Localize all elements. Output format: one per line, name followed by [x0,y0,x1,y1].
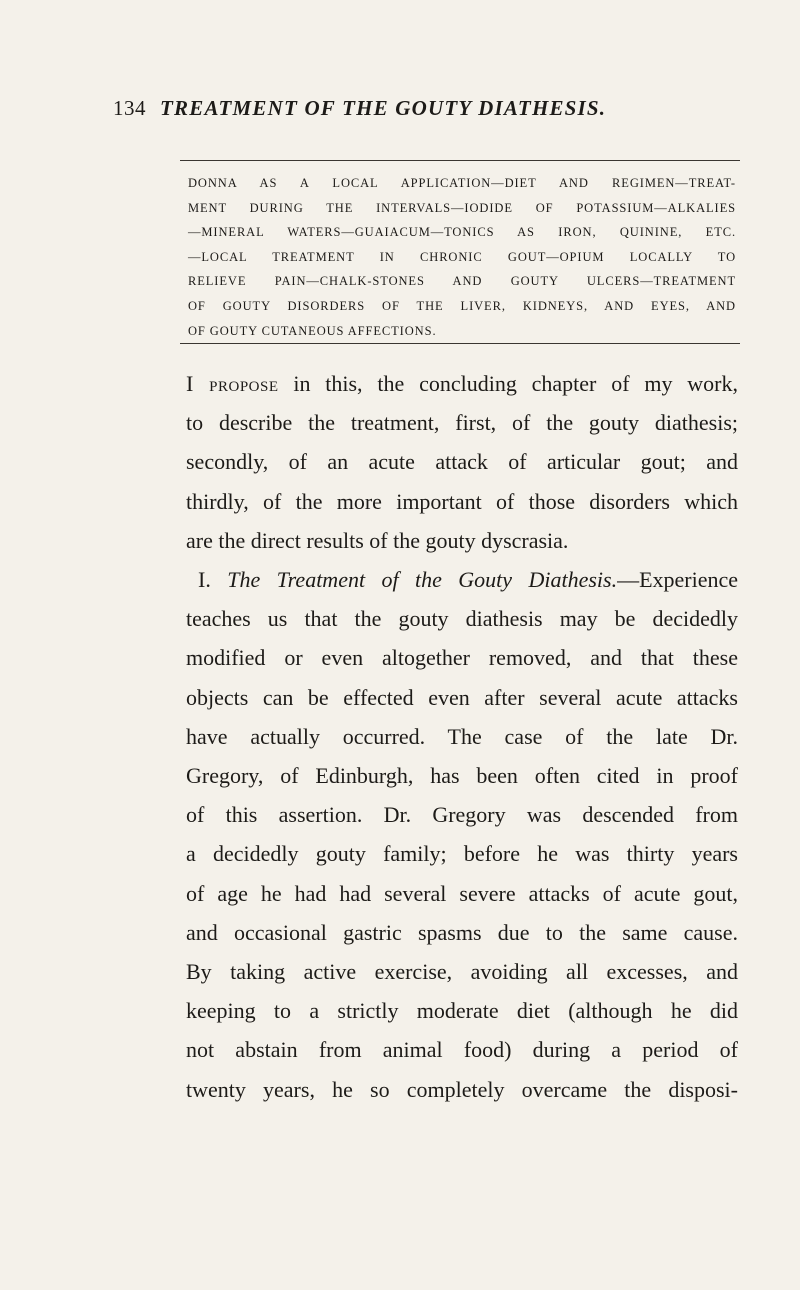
synopsis-line: MENT DURING THE INTERVALS—IODIDE OF POTASSIUM—ALKALIES [188,200,736,215]
synopsis-line: OF GOUTY CUTANEOUS AFFECTIONS. [188,323,437,338]
section-heading-rest: —Experience [617,567,739,593]
body-line: keeping to a strictly moderate diet (although he did [186,998,738,1024]
body-line: secondly, of an acute attack of articular gout; and [186,449,738,475]
opening-line-rest: in this, the concluding chapter of my work, [278,371,738,396]
body-line: a decidedly gouty family; before he was thirty years [186,841,738,867]
synopsis-line: RELIEVE PAIN—CHALK-STONES AND GOUTY ULCERS—TREATMENT [188,274,736,289]
synopsis-line: —LOCAL TREATMENT IN CHRONIC GOUT—OPIUM LOCALLY TO [188,249,736,264]
opening-words: I propose [186,371,279,396]
body-line: have actually occurred. The case of the late Dr. [186,723,738,749]
body-line: not abstain from animal food) during a period of [186,1037,738,1063]
body-line: of this assertion. Dr. Gregory was descended from [186,802,738,828]
body-line: modified or even altogether removed, and that these [186,645,738,671]
section-heading-line [186,560,738,599]
body-line [186,364,738,403]
body-line: thirdly, of the more important of those disorders which [186,488,738,514]
body-line: of age he had had several severe attacks of acute gout, [186,880,738,906]
body-line: and occasional gastric spasms due to the same cause. [186,919,738,945]
synopsis-line: DONNA AS A LOCAL APPLICATION—DIET AND REGIMEN—TREAT- [188,176,736,190]
chapter-synopsis [188,171,736,343]
body-line: teaches us that the gouty diathesis may be decidedly [186,606,738,632]
bottom-rule [180,343,740,344]
body-line: Gregory, of Edinburgh, has been often cited in proof [186,763,738,789]
body-line: are the direct results of the gouty dyscrasia. [186,527,569,553]
section-number: I. [198,567,228,593]
synopsis-line: OF GOUTY DISORDERS OF THE LIVER, KIDNEYS, AND EYES, AND [188,298,736,313]
running-title: TREATMENT OF THE GOUTY DIATHESIS. [160,96,607,120]
running-header [113,96,673,121]
body-line: objects can be effected even after several acute attacks [186,684,738,710]
synopsis-line: —MINERAL WATERS—GUAIACUM—TONICS AS IRON, QUININE, ETC. [188,225,736,240]
body-line: to describe the treatment, first, of the gouty diathesis; [186,410,738,436]
top-rule [180,160,740,161]
section-title: The Treatment of the Gouty Diathesis. [227,567,618,593]
page-number: 134 [113,96,146,120]
body-line: twenty years, he so completely overcame the disposi- [186,1076,738,1102]
body-line: By taking active exercise, avoiding all excesses, and [186,959,738,985]
body-text [186,364,738,1109]
